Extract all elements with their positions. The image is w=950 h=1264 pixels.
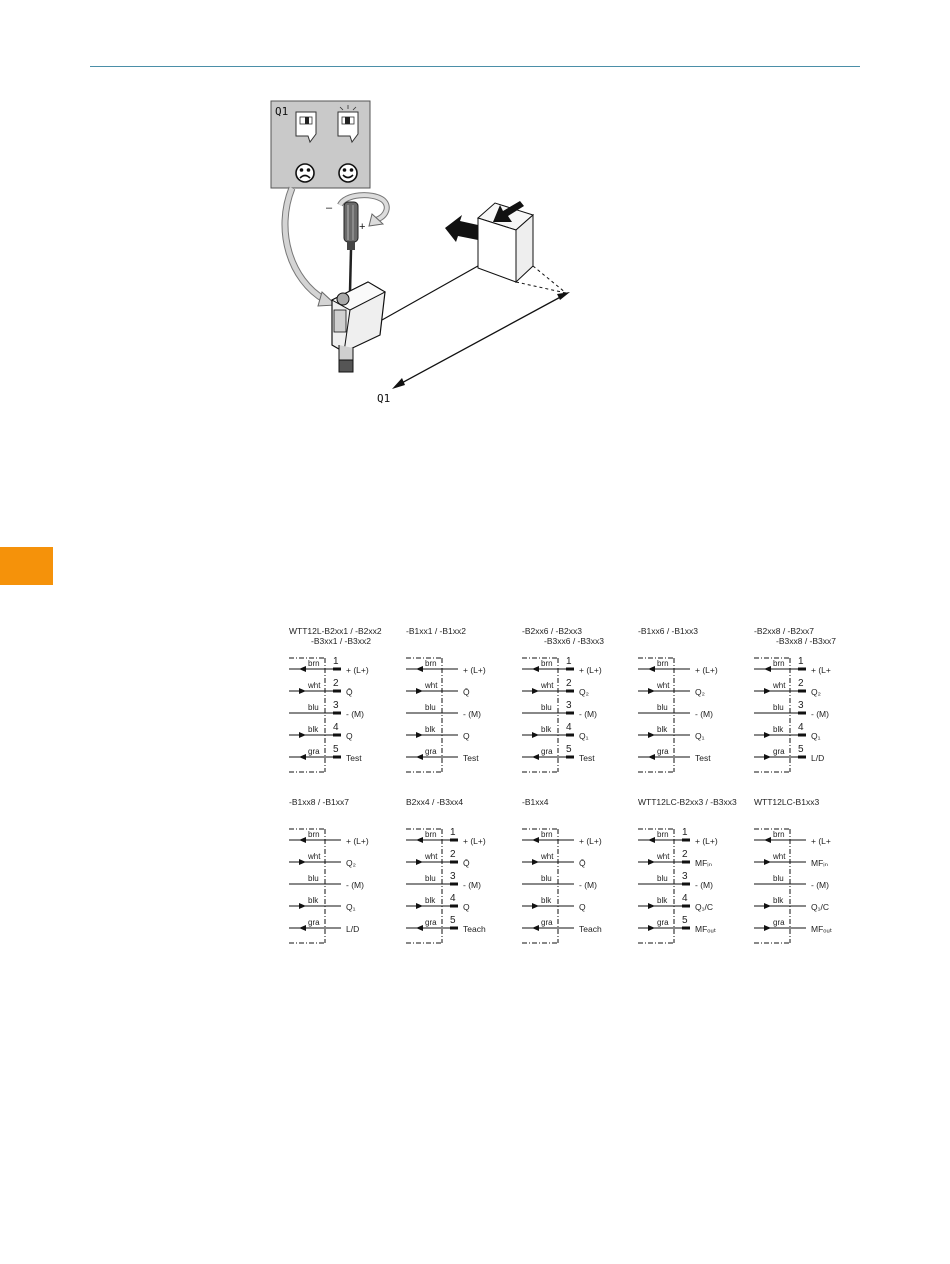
wiring-title-line-1: -B2xx6 / -B2xx3 (522, 626, 582, 636)
wire-color-label: gra (541, 918, 553, 927)
wiring-title-line-2: -B3xx8 / -B3xx7 (776, 636, 836, 646)
signal-label: Q₁ (695, 731, 705, 741)
wire-color-label: blk (425, 896, 436, 905)
wiring-panel (638, 797, 750, 957)
signal-label: Q₁ (811, 731, 821, 741)
signal-label: Test (695, 753, 711, 763)
wiring-title-line-1: WTT12LC-B1xx3 (754, 797, 820, 807)
signal-direction-arrow (299, 732, 306, 738)
wire-color-label: wht (308, 852, 321, 861)
pin-number: 5 (798, 744, 804, 755)
signal-direction-arrow (299, 925, 306, 931)
signal-direction-arrow (416, 754, 423, 760)
wire-color-label: blu (308, 703, 319, 712)
signal-label: Q (463, 902, 470, 912)
pin-number: 1 (450, 827, 456, 838)
pin-number: 5 (682, 915, 688, 926)
signal-direction-arrow (416, 925, 423, 931)
signal-label: - (M) (579, 709, 597, 719)
signal-direction-arrow (416, 732, 423, 738)
signal-label: Q (463, 731, 470, 741)
signal-direction-arrow (648, 837, 655, 843)
wiring-lines (289, 626, 401, 786)
wiring-lines (289, 797, 401, 957)
signal-label: MFₒᵤₜ (695, 924, 717, 934)
wire-color-label: blu (541, 874, 552, 883)
signal-label: Test (463, 753, 479, 763)
wire-color-label: blk (541, 896, 552, 905)
signal-label: + (L+) (346, 665, 369, 675)
signal-direction-arrow (299, 688, 306, 694)
wire-color-label: brn (425, 659, 437, 668)
wire-color-label: blk (773, 896, 784, 905)
wire-color-label: wht (657, 681, 670, 690)
signal-label: Q₁ (346, 902, 356, 912)
pin-number: 4 (333, 722, 339, 733)
happy-face-icon (339, 164, 357, 182)
signal-label: Teach (579, 924, 602, 934)
signal-label: Q₂ (346, 858, 356, 868)
minus-sign: – (326, 202, 333, 214)
signal-label: Test (579, 753, 595, 763)
signal-direction-arrow (648, 903, 655, 909)
wire-color-label: wht (541, 681, 554, 690)
signal-direction-arrow (532, 754, 539, 760)
pin-number: 2 (333, 678, 339, 689)
wire-color-label: blu (425, 703, 436, 712)
signal-label: Q₁ (579, 731, 589, 741)
wire-color-label: brn (308, 830, 320, 839)
wiring-title-line-1: B2xx4 / -B3xx4 (406, 797, 464, 807)
signal-direction-arrow (532, 925, 539, 931)
signal-label: Q₁/C (695, 902, 713, 912)
pin-number: 2 (682, 849, 688, 860)
wiring-lines (406, 626, 518, 786)
wiring-panel (406, 797, 518, 957)
signal-direction-arrow (532, 903, 539, 909)
wire-color-label: gra (425, 918, 437, 927)
signal-label: + (L+ (811, 665, 831, 675)
signal-label: + (L+) (695, 836, 718, 846)
wire-color-label: gra (308, 918, 320, 927)
wiring-lines (522, 797, 634, 957)
wiring-lines (754, 797, 866, 957)
wire-color-label: blu (425, 874, 436, 883)
signal-label: Q̄ (579, 858, 586, 868)
wire-color-label: blk (657, 725, 668, 734)
pin-number: 4 (566, 722, 572, 733)
signal-direction-arrow (648, 732, 655, 738)
wire-color-label: brn (541, 659, 553, 668)
pin-number: 5 (566, 744, 572, 755)
wire-color-label: brn (541, 830, 553, 839)
signal-direction-arrow (532, 859, 539, 865)
wire-color-label: wht (541, 852, 554, 861)
chapter-tab-marker (0, 547, 53, 585)
wiring-title-line-2: -B3xx6 / -B3xx3 (544, 636, 604, 646)
signal-label: Q̄ (463, 858, 470, 868)
wire-color-label: wht (308, 681, 321, 690)
wire-color-label: blu (773, 874, 784, 883)
pin-number: 4 (682, 893, 688, 904)
pin-number: 3 (333, 700, 339, 711)
wire-color-label: blu (657, 874, 668, 883)
signal-label: + (L+) (579, 836, 602, 846)
wiring-title-line-1: WTT12L-B2xx1 / -B2xx2 (289, 626, 382, 636)
signal-direction-arrow (299, 859, 306, 865)
signal-label: + (L+) (579, 665, 602, 675)
signal-label: Q (346, 731, 353, 741)
signal-direction-arrow (299, 754, 306, 760)
signal-direction-arrow (648, 754, 655, 760)
wiring-title-line-1: -B1xx1 / -B1xx2 (406, 626, 466, 636)
signal-label: Q̄ (346, 687, 353, 697)
signal-direction-arrow (764, 859, 771, 865)
signal-direction-arrow (764, 754, 771, 760)
wire-color-label: gra (425, 747, 437, 756)
signal-direction-arrow (648, 688, 655, 694)
signal-label: MFᵢₙ (811, 858, 828, 868)
wire-color-label: brn (657, 659, 669, 668)
sensor-icon (332, 282, 385, 372)
signal-direction-arrow (299, 837, 306, 843)
wire-color-label: wht (425, 681, 438, 690)
signal-label: - (M) (579, 880, 597, 890)
wiring-lines (638, 797, 750, 957)
wire-color-label: brn (425, 830, 437, 839)
signal-label: Teach (463, 924, 486, 934)
pin-number: 4 (798, 722, 804, 733)
signal-direction-arrow (764, 666, 771, 672)
wire-color-label: blu (308, 874, 319, 883)
light-beam (382, 262, 485, 320)
wire-color-label: wht (773, 681, 786, 690)
wiring-panel (406, 626, 518, 786)
signal-direction-arrow (532, 732, 539, 738)
signal-direction-arrow (764, 837, 771, 843)
plus-sign: + (359, 221, 366, 233)
wiring-panel (754, 797, 866, 957)
signal-label: + (L+) (463, 665, 486, 675)
pin-number: 1 (566, 656, 572, 667)
signal-direction-arrow (299, 903, 306, 909)
wire-color-label: brn (657, 830, 669, 839)
signal-direction-arrow (648, 666, 655, 672)
wire-color-label: gra (308, 747, 320, 756)
wiring-lines (754, 626, 866, 786)
wire-color-label: blk (308, 725, 319, 734)
signal-label: MFᵢₙ (695, 858, 712, 868)
sad-face-icon (296, 164, 314, 182)
signal-label: - (M) (463, 709, 481, 719)
signal-direction-arrow (416, 688, 423, 694)
pin-number: 3 (798, 700, 804, 711)
signal-direction-arrow (764, 903, 771, 909)
wiring-panel (289, 797, 401, 957)
screwdriver-icon (344, 202, 358, 292)
wiring-title-line-2: -B3xx1 / -B3xx2 (311, 636, 371, 646)
signal-label: + (L+) (695, 665, 718, 675)
signal-label: + (L+) (346, 836, 369, 846)
signal-label: Q₂ (695, 687, 705, 697)
pin-number: 1 (333, 656, 339, 667)
wire-color-label: blu (773, 703, 784, 712)
pin-number: 1 (682, 827, 688, 838)
wiring-title-line-1: -B1xx8 / -B1xx7 (289, 797, 349, 807)
wiring-title-line-1: WTT12LC-B2xx3 / -B3xx3 (638, 797, 737, 807)
signal-label: - (M) (463, 880, 481, 890)
wiring-panel (289, 626, 401, 786)
wire-color-label: gra (541, 747, 553, 756)
signal-label: - (M) (695, 880, 713, 890)
wire-color-label: brn (308, 659, 320, 668)
pin-number: 3 (682, 871, 688, 882)
wire-color-label: blk (308, 896, 319, 905)
adjustment-illustration (0, 0, 950, 440)
wire-color-label: gra (773, 918, 785, 927)
distance-label: Q1 (377, 392, 391, 405)
signal-label: - (M) (346, 880, 364, 890)
wire-color-label: gra (657, 747, 669, 756)
wiring-panel (754, 626, 866, 786)
movement-arrow-left (445, 215, 478, 242)
signal-direction-arrow (416, 666, 423, 672)
pin-number: 3 (450, 871, 456, 882)
wire-color-label: wht (657, 852, 670, 861)
signal-label: - (M) (346, 709, 364, 719)
pin-number: 3 (566, 700, 572, 711)
signal-label: - (M) (811, 880, 829, 890)
wire-color-label: brn (773, 659, 785, 668)
signal-direction-arrow (532, 688, 539, 694)
wiring-lines (638, 626, 750, 786)
signal-label: Q (579, 902, 586, 912)
distance-arrow (392, 292, 570, 389)
wire-color-label: blk (657, 896, 668, 905)
signal-label: - (M) (811, 709, 829, 719)
wiring-title-line-1: -B1xx6 / -B1xx3 (638, 626, 698, 636)
signal-label: Q̄ (463, 687, 470, 697)
pin-number: 2 (798, 678, 804, 689)
wiring-title-line-1: -B2xx8 / -B2xx7 (754, 626, 814, 636)
signal-direction-arrow (299, 666, 306, 672)
wire-color-label: blu (541, 703, 552, 712)
pin-number: 2 (450, 849, 456, 860)
wiring-lines (406, 797, 518, 957)
wire-color-label: wht (773, 852, 786, 861)
signal-direction-arrow (416, 903, 423, 909)
signal-label: L/D (346, 924, 360, 934)
signal-label: Q₁/C (811, 902, 829, 912)
wiring-panel (522, 626, 634, 786)
wiring-lines (522, 626, 634, 786)
pin-number: 1 (798, 656, 804, 667)
signal-direction-arrow (532, 837, 539, 843)
wire-color-label: wht (425, 852, 438, 861)
signal-label: L/D (811, 753, 825, 763)
signal-direction-arrow (764, 925, 771, 931)
wire-color-label: brn (773, 830, 785, 839)
signal-label: Q₂ (579, 687, 589, 697)
signal-direction-arrow (648, 859, 655, 865)
signal-label: + (L+) (463, 836, 486, 846)
signal-direction-arrow (764, 688, 771, 694)
wiring-panel (522, 797, 634, 957)
signal-label: Q₂ (811, 687, 821, 697)
wiring-title-line-1: -B1xx4 (522, 797, 549, 807)
signal-direction-arrow (416, 859, 423, 865)
wire-color-label: blk (773, 725, 784, 734)
signal-label: - (M) (695, 709, 713, 719)
pin-number: 2 (566, 678, 572, 689)
signal-direction-arrow (416, 837, 423, 843)
pin-number: 4 (450, 893, 456, 904)
signal-direction-arrow (648, 925, 655, 931)
wiring-panel (638, 626, 750, 786)
q1-panel-label: Q1 (275, 105, 289, 118)
pin-number: 5 (450, 915, 456, 926)
wire-color-label: blk (425, 725, 436, 734)
wire-color-label: blu (657, 703, 668, 712)
wire-color-label: gra (773, 747, 785, 756)
signal-label: MFₒᵤₜ (811, 924, 833, 934)
wire-color-label: gra (657, 918, 669, 927)
pin-number: 5 (333, 744, 339, 755)
signal-label: + (L+ (811, 836, 831, 846)
signal-direction-arrow (764, 732, 771, 738)
wire-color-label: blk (541, 725, 552, 734)
signal-label: Test (346, 753, 362, 763)
signal-direction-arrow (532, 666, 539, 672)
